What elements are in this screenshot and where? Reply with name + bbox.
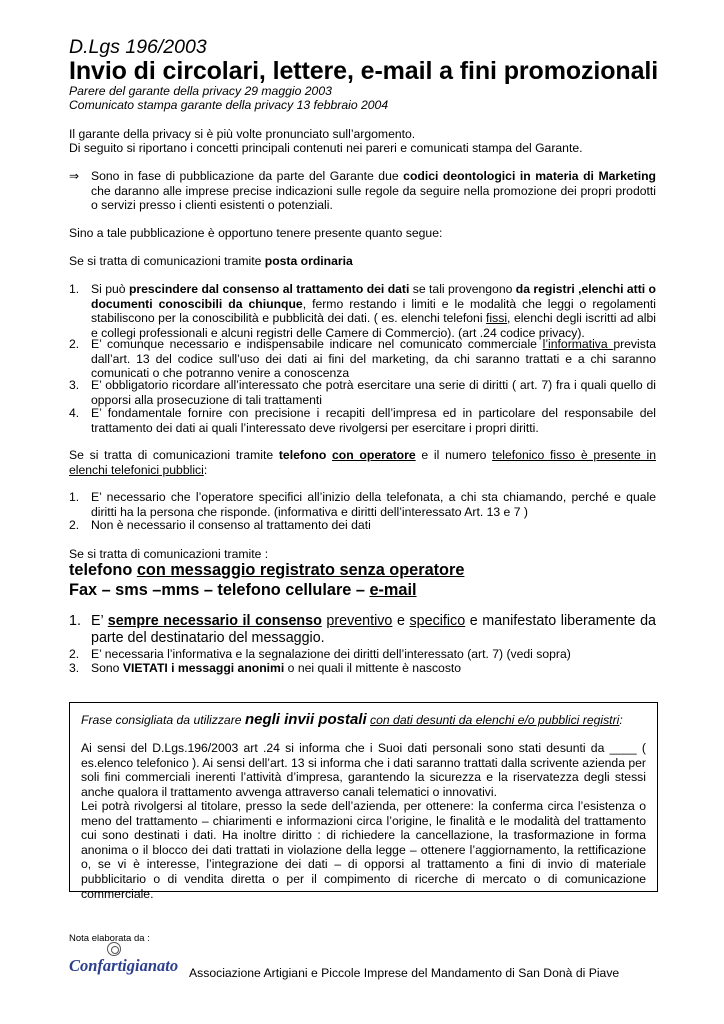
senza-item-3: [91, 661, 656, 676]
p1-b2: da registri ,elenchi atti o documenti conoscibili da chiunque: [91, 282, 656, 311]
senza-item-2: E’ necessaria l’informativa e la segnalazione dei diritti dell’interessato (art. 7) (vedi sopra): [91, 647, 571, 661]
posta-item-2-number: 2.: [69, 337, 80, 351]
big1-u: con messaggio registrato senza operatore: [136, 561, 465, 579]
page-title: Invio di circolari, lettere, e-mail a fini promozionali: [69, 57, 659, 85]
posta-item-3-number: 3.: [69, 378, 80, 392]
tel-a: Se si tratta di comunicazioni tramite: [69, 448, 279, 462]
telefono-intro: [69, 448, 656, 477]
tel-d: e il numero: [415, 448, 493, 462]
posta-item-2: [91, 337, 656, 381]
tel-item-1-number: 1.: [69, 490, 80, 504]
tel-item-1: E’ necessario che l’operatore specifici all’inizio della telefonata, a chi sta chiamando, perché e quale diritti ha la persona che risponde. (informativa e diritti dell’interessato Art. 13 e 7 ): [91, 490, 656, 519]
s3-c: o nei quali il mittente è nascosto: [284, 661, 462, 675]
big1-a: telefono: [69, 561, 137, 579]
s1-e: e: [392, 613, 410, 629]
s1-specifico: specifico: [409, 613, 466, 629]
subtitle-comunicato: Comunicato stampa garante della privacy 13 febbraio 2004: [69, 98, 389, 112]
box-head-big: negli invii postali: [244, 711, 367, 728]
posta-intro: [69, 254, 353, 269]
posta-item-3: E’ obbligatorio ricordare all’interessato che potrà esercitare una serie di diritti ( art. 7) fra i quali quello di opporsi alla prosecuzione di tali trattamenti: [91, 378, 656, 407]
confartigianato-logo: Confartigianato: [69, 956, 179, 975]
intro-line-2: Di seguito si riportano i concetti principali contenuti nei pareri e comunicati stampa del Garante.: [69, 141, 583, 155]
box-paragraph-2: Lei potrà rivolgersi al titolare, presso la sede dell’azienda, per ottenere: la conferma circa l’esistenza o meno del trattamento – chiarimenti e informazioni circa l’origine, le finalità e le modalità del trattamento cui sono destinati i dati. Ha inoltre diritto : di richiedere la cancellazione, la trasformazione in forma anonima o il blocco dei dati trattati in violazione della legge – ottenere l’aggiornamento, la rettificazione o, se vi è interesse, l’integrazione dei dati – di opporsi al trattamento a fini di invio di materiale pubblicitario o di vendita diretta o per il compimento di ricerche di mercato o di comunicazione commerciale.: [81, 799, 646, 901]
senza-item-1-number: 1.: [69, 613, 81, 629]
box-head-u: con dati desunti da elenchi e/o pubblici registri: [370, 713, 620, 727]
sino-line: Sino a tale pubblicazione è opportuno tenere presente quanto segue:: [69, 226, 443, 240]
p2-informativa: l’informativa: [542, 337, 614, 351]
big2-email: e-mail: [369, 581, 417, 599]
tel-fisso: telefonico fisso è presente in elenchi telefonici pubblici: [69, 448, 656, 477]
s1-d: e manifestato liberamente da parte del destinatario del messaggio.: [91, 613, 656, 646]
arrow-text-a: Sono in fase di pubblicazione da parte del Garante due: [91, 169, 404, 183]
tel-con-operatore: con operatore: [332, 448, 416, 462]
arrow-bullet-icon: ⇒: [69, 169, 80, 183]
big2-a: Fax – sms –mms – telefono cellulare –: [69, 581, 370, 599]
p2-a: E’ comunque necessario e indispensabile indicare nel comunicato commerciale: [91, 337, 543, 351]
suggested-phrase-box: [69, 702, 658, 901]
s1-preventivo: preventivo: [326, 613, 393, 629]
senza-intro: Se si tratta di comunicazioni tramite :: [69, 547, 269, 561]
association-name: Associazione Artigiani e Piccole Imprese del Mandamento di San Donà di Piave: [189, 966, 620, 980]
posta-item-1-number: 1.: [69, 282, 80, 296]
confartigianato-emblem-icon: [107, 942, 121, 956]
arrow-text-b: che daranno alle imprese precise indicazioni sulle regole da seguire nella promozione dei propri prodotti o servizi presso i clienti esistenti o potenziali.: [91, 183, 656, 213]
p1-fissi: fissi: [486, 311, 508, 326]
s3-vietati: VIETATI i messaggi anonimi: [122, 661, 285, 675]
p1-a: Si può: [91, 282, 129, 296]
tel-item-2: Non è necessario il consenso al trattamento dei dati: [91, 518, 371, 532]
p1-e: , elenchi degli iscritti ad albi e collegi professionali e alcuni registri delle Camere di Commercio). (art .24 codice privacy).: [91, 311, 656, 340]
big-line-fax: [69, 581, 417, 600]
posta-ordinaria-label: posta ordinaria: [264, 254, 353, 268]
posta-item-1: [91, 282, 656, 340]
box-paragraph-1: Ai sensi del D.Lgs.196/2003 art .24 si informa che i Suoi dati personali sono stati desunti da ____ ( es.elenco telefonico ). Ai sensi dell’art. 13 si informa che i dati saranno trattati dalla scrivente azienda per soli fini commerciali inerenti l’attività d’impresa, garantendo la sicurezza e la riservatezza degli stessi anche qualora il trattamento avvenga attraverso canali telematici o innovativi.: [81, 741, 646, 799]
nota-label: Nota elaborata da :: [69, 933, 150, 944]
senza-item-2-number: 2.: [69, 647, 80, 661]
tel-telefono: telefono: [278, 448, 327, 462]
p2-b: prevista dall’art. 13 del codice sull’uso dei dati ai fini del marketing, da chi saranno trattati e a chi saranno comunicati o che potranno venire a conoscenza: [91, 337, 656, 381]
tel-colon: :: [203, 462, 208, 477]
s1-a: E’: [91, 613, 108, 629]
p1-d: , fermo restando i limiti e le modalità che leggi o regolamenti stabiliscono per la conoscibilità e pubblicità dei dati. ( es. elenchi telefoni: [91, 296, 656, 326]
senza-item-3-number: 3.: [69, 661, 80, 675]
intro-line-1: Il garante della privacy si è più volte pronunciato sull’argomento.: [69, 127, 416, 141]
posta-item-4: E’ fondamentale fornire con precisione i recapiti dell’impresa ed in particolare del responsabile del trattamento dei dati ai quali l’interessato deve rivolgersi per esercitare i propri diritti.: [91, 406, 656, 435]
p1-c: se tali provengono: [409, 282, 516, 296]
law-reference: D.Lgs 196/2003: [69, 36, 207, 58]
s1-sempre: sempre necessario il consenso: [107, 613, 322, 629]
senza-item-1: [91, 613, 656, 647]
box-heading: [81, 711, 646, 728]
s3-a: Sono: [91, 661, 123, 675]
codici-deontologici: codici deontologici in materia di Marketing: [403, 169, 657, 183]
posta-item-4-number: 4.: [69, 406, 80, 420]
tel-item-2-number: 2.: [69, 518, 80, 532]
big-line-telefono: [69, 561, 464, 580]
arrow-item-text: [91, 169, 656, 213]
subtitle-parere: Parere del garante della privacy 29 maggio 2003: [69, 84, 332, 98]
p1-b1: prescindere dal consenso al trattamento dei dati: [128, 282, 410, 296]
box-head-end: :: [619, 713, 623, 727]
box-head-a: Frase consigliata da utilizzare: [81, 713, 245, 727]
posta-intro-text: Se si tratta di comunicazioni tramite: [69, 254, 265, 268]
